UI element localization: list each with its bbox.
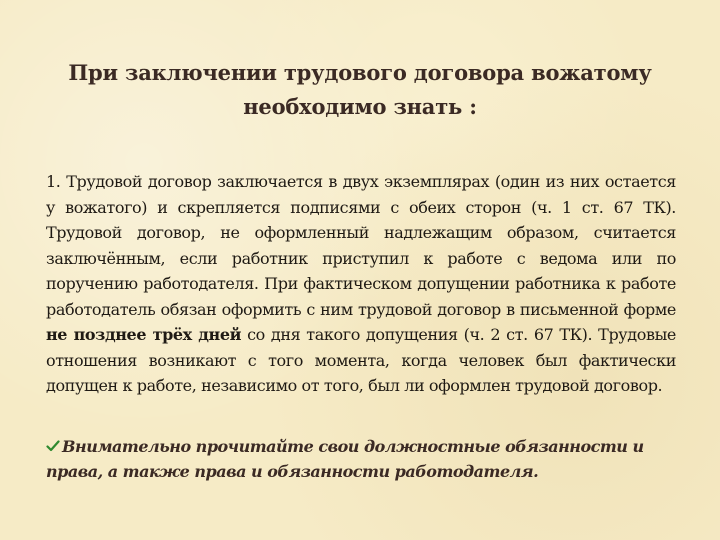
paragraph-1 [46,169,676,399]
paragraph-text-part-2: со дня такого допущения (ч. 2 ст. 67 ТК). Трудовые отношения возникают с того момента, когда человек был фактически допущен к работе, независимо от того, был ли оформлен трудовой договор. [46,325,676,395]
paragraph-text-part-1: Трудовой договор заключается в двух экземплярах (один из них остается у вожатого) и скрепляется подписями с обеих сторон (ч. 1 ст. 67 ТК). Трудовой договор, не оформленный надлежащим образом, считается заключённым, если работник приступил к работе с ведома или по поручению работодателя. При фактическом допущении работника к работе работодатель обязан оформить с ним трудовой договор в письменной форме [46,172,676,319]
note-bullet [46,434,676,484]
note-text: Внимательно прочитайте свои должностные обязанности и права, а также права и обязанности работодателя. [46,437,644,481]
slide-title [40,56,680,124]
title-line-2: необходимо знать : [243,94,477,119]
title-line-1: При заключении трудового договора вожатому [68,60,652,85]
paragraph-emphasis: не позднее трёх дней [46,325,242,344]
check-icon [46,439,60,453]
paragraph-number: 1. [46,172,61,191]
